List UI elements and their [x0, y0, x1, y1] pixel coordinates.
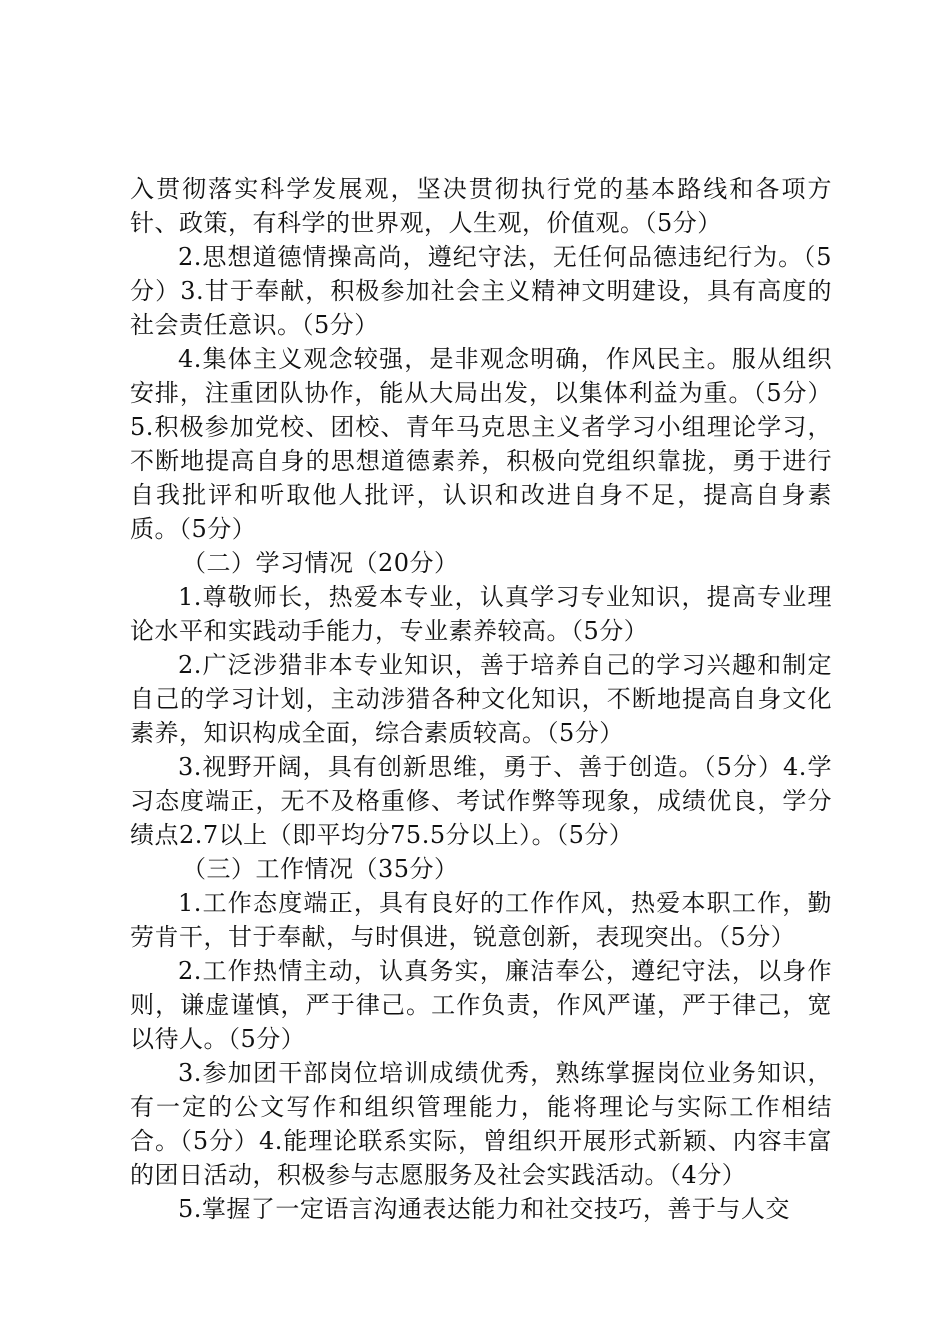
paragraph: 2.广泛涉猎非本专业知识，善于培养自己的学习兴趣和制定自己的学习计划，主动涉猎各种文化知识，不断地提高自身文化素养，知识构成全面，综合素质较高。（5分）: [130, 651, 832, 747]
document-body: [130, 172, 832, 1226]
paragraph: 4.集体主义观念较强，是非观念明确，作风民主。服从组织安排，注重团队协作，能从大局出发，以集体利益为重。（5分）5.积极参加党校、团校、青年马克思主义者学习小组理论学习，不断地提高自身的思想道德素养，积极向党组织靠拢，勇于进行自我批评和听取他人批评，认识和改进自身不足，提高自身素质。（5分）: [130, 345, 832, 543]
paragraph: 2.思想道德情操高尚，遵纪守法，无任何品德违纪行为。（5分）3.甘于奉献，积极参加社会主义精神文明建设，具有高度的社会责任意识。（5分）: [130, 243, 832, 339]
paragraph: 入贯彻落实科学发展观，坚决贯彻执行党的基本路线和各项方针、政策，有科学的世界观，人生观，价值观。（5分）: [130, 175, 832, 237]
paragraph: 3.视野开阔，具有创新思维，勇于、善于创造。（5分）4.学习态度端正，无不及格重修、考试作弊等现象，成绩优良，学分绩点2.7以上（即平均分75.5分以上）。（5分）: [130, 753, 832, 849]
section-heading: （三）工作情况（35分）: [182, 855, 459, 883]
paragraph: 1.工作态度端正，具有良好的工作作风，热爱本职工作，勤劳肯干，甘于奉献，与时俱进，锐意创新，表现突出。（5分）: [130, 889, 832, 951]
paragraph: 1.尊敬师长，热爱本专业，认真学习专业知识，提高专业理论水平和实践动手能力，专业素养较高。（5分）: [130, 583, 832, 645]
section-heading: （二）学习情况（20分）: [182, 549, 459, 577]
paragraph: 3.参加团干部岗位培训成绩优秀，熟练掌握岗位业务知识，有一定的公文写作和组织管理能力，能将理论与实际工作相结合。（5分）4.能理论联系实际，曾组织开展形式新颖、内容丰富的团日活动，积极参与志愿服务及社会实践活动。（4分）: [130, 1059, 832, 1189]
paragraph: 5.掌握了一定语言沟通表达能力和社交技巧，善于与人交: [178, 1195, 790, 1223]
paragraph: 2.工作热情主动，认真务实，廉洁奉公，遵纪守法，以身作则，谦虚谨慎，严于律己。工作负责，作风严谨，严于律己，宽以待人。（5分）: [130, 957, 832, 1053]
